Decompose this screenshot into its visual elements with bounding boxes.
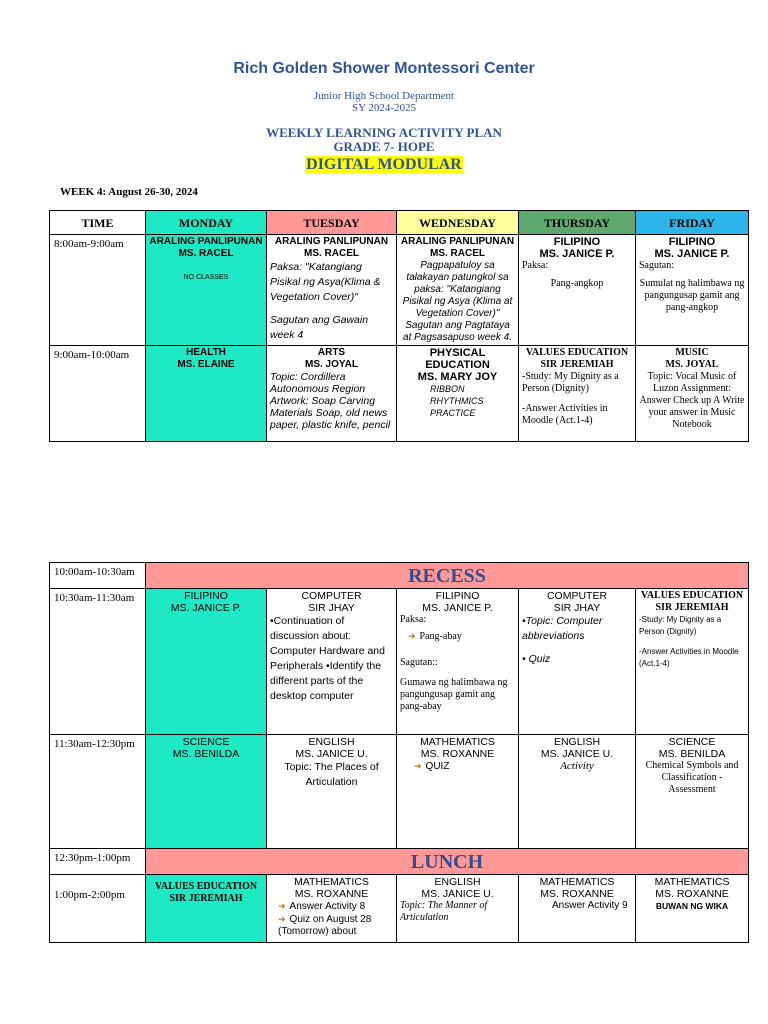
wednesday-header: WEDNESDAY [397,211,519,235]
subject: MATHEMATICS [294,876,369,888]
teacher: MS. JANICE P. [539,248,615,260]
teacher: MS. BENILDA [172,748,240,760]
teacher: MS. ROXANNE [294,888,369,900]
teacher: MS. JANICE U. [295,748,368,760]
wednesday-cell [397,735,519,849]
wednesday-cell [397,235,519,346]
label: Paksa: [400,614,427,625]
subject: FILIPINO [184,590,228,602]
thursday-cell [519,346,636,442]
activity-text: • Quiz [522,653,551,665]
activity-text: Topic: The Manner of Articulation [400,900,488,923]
subject: SCIENCE [668,736,716,748]
activity-text: Sumulat ng halimbawa ng pangungusap gamit ang pang-angkop [639,278,745,313]
thursday-cell [519,875,636,943]
subject: MATHEMATICS [420,736,495,748]
teacher: MS. ROXANNE [655,888,729,900]
day-header-row [50,211,749,235]
activity-text: Answer Activity 9 [552,900,628,911]
label: Paksa: [522,260,549,271]
teacher: MS. ROXANNE [540,888,614,900]
plan-title-block [0,126,768,154]
subject: VALUES EDUCATION [640,590,744,601]
note: NO CLASSES [183,274,229,281]
subject: MATHEMATICS [654,876,730,888]
recess-label: RECESS [146,563,749,589]
monday-cell [146,235,267,346]
teacher: MS. JANICE U. [421,888,494,900]
department-block [0,90,768,114]
label: Sagutan:: [400,657,438,668]
monday-cell [146,589,267,735]
bullet-text: Quiz on August 28 (Tomorrow) about [278,914,372,937]
subject: PHYSICAL EDUCATION [425,347,490,371]
recess-row [50,563,749,589]
activity-text: Pagpapatuloy sa talakayan patungkol sa paksa: "Katangiang Pisikal ng Asya (Klima at Vegetation Cover)" Sagutan ang Pagtataya at Pagsasapuso week 4. [402,260,513,343]
activity-text: -Answer Activities in Moodle (Act.1-4) [522,403,608,426]
activity-text: BUWAN NG WIKA [655,901,729,911]
time-cell: 11:30am-12:30pm [50,735,146,849]
activity-text: •Continuation of discussion about: Computer Hardware and Peripherals •Identify the different parts of the desktop computer [270,615,385,702]
teacher: MS. RACEL [430,248,485,259]
teacher: SIR JEREMIAH [169,893,243,904]
bullet-item [400,630,515,643]
subject: ENGLISH [553,736,601,748]
teacher: MS. MARY JOY [417,371,498,383]
teacher: SIR JHAY [553,602,601,614]
lunch-row [50,849,749,875]
subject: SCIENCE [182,736,230,748]
arrow-bullet-icon: ➜ [408,631,416,641]
time-cell: 1:00pm-2:00pm [50,875,146,943]
lunch-label: LUNCH [146,849,749,875]
table-row [50,589,749,735]
subject: FILIPINO [553,236,601,248]
bullet-text: Answer Activity 8 [289,901,366,912]
tuesday-cell [267,589,397,735]
activity-text: Topic: Vocal Music of Luzon Assignment: Answer Check up A Write your answer in Music Notebook [639,371,745,430]
time-cell: 10:00am-10:30am [50,563,146,589]
teacher: MS. JANICE P. [422,602,493,614]
thursday-cell [519,735,636,849]
wednesday-cell [397,875,519,943]
tuesday-cell [267,346,397,442]
teacher: MS. ELAINE [177,359,235,370]
bullet-item [270,913,393,938]
subject: ENGLISH [434,876,481,888]
teacher: MS. JANICE P. [654,248,730,260]
arrow-bullet-icon: ➜ [278,914,286,924]
friday-cell [636,235,749,346]
subject: ARALING PANLIPUNAN [149,236,263,247]
activity-text: Paksa: "Katangiang Pisikal ng Asya(Klima & Vegetation Cover)" [270,261,381,303]
subject: FILIPINO [668,236,716,248]
subject: ARALING PANLIPUNAN [274,236,389,247]
table-row [50,346,749,442]
table-row [50,235,749,346]
table-row [50,875,749,943]
subject: HEALTH [186,347,226,358]
friday-cell [636,735,749,849]
wednesday-cell [397,589,519,735]
subject: FILIPINO [435,590,480,602]
modality-label: DIGITAL MODULAR [306,156,462,173]
modality-block [0,156,768,174]
time-cell: 10:30am-11:30am [50,589,146,735]
friday-cell [636,875,749,943]
time-cell: 12:30pm-1:00pm [50,849,146,875]
activity-text: Activity [560,760,594,772]
schedule-table-bottom [49,562,749,943]
activity-text: Chemical Symbols and Classification - Assessment [645,760,739,795]
subject: COMPUTER [546,590,608,602]
teacher: MS. ROXANNE [420,748,495,760]
activity-text: Topic: Cordillera Autonomous Region Artwork: Soap Carving Materials Soap, old news paper, plastic knife, pencil [270,371,391,431]
teacher: SIR JHAY [308,602,355,614]
table-row [50,735,749,849]
subject: ARTS [317,347,346,358]
school-year: SY 2024-2025 [351,102,417,114]
teacher: MS. JOYAL [665,359,719,370]
activity-text: -Answer Activities in Moodle (Act.1-4) [639,647,739,668]
plan-title: WEEKLY LEARNING ACTIVITY PLAN [266,125,502,140]
arrow-bullet-icon: ➜ [278,901,286,911]
monday-cell [146,875,267,943]
friday-cell [636,589,749,735]
schedule-table-top [49,210,749,442]
activity-text: -Study: My Dignity as a Person (Dignity) [639,615,722,636]
thursday-cell [519,589,636,735]
subject: MATHEMATICS [539,876,615,888]
grade-section: GRADE 7- HOPE [333,139,435,154]
arrow-bullet-icon: ➜ [414,761,422,771]
tuesday-cell [267,875,397,943]
bullet-item [400,760,515,773]
subject: COMPUTER [301,590,362,602]
school-name: Rich Golden Shower Montessori Center [233,60,535,77]
bullet-item [270,900,393,913]
teacher: MS. JANICE U. [540,748,614,760]
teacher: SIR JEREMIAH [655,602,729,613]
activity-text: Topic: The Places of Articulation [284,761,379,788]
friday-cell [636,346,749,442]
subject: VALUES EDUCATION [525,347,629,358]
teacher: MS. BENILDA [658,748,726,760]
activity-text: -Study: My Dignity as a Person (Dignity) [522,371,619,394]
subject: ENGLISH [308,736,355,748]
thursday-cell [519,235,636,346]
teacher: MS. JOYAL [305,359,358,370]
friday-header: FRIDAY [636,211,749,235]
activity-text: Gumawa ng halimbawa ng pangungusap gamit ang pang-abay [400,677,508,712]
week-label: WEEK 4: August 26-30, 2024 [60,186,198,198]
bullet-text: Pang-abay [419,631,462,642]
teacher: MS. RACEL [178,248,234,259]
subject: ARALING PANLIPUNAN [400,236,515,247]
teacher: SIR JEREMIAH [540,359,614,370]
subject: MUSIC [675,347,709,358]
tuesday-cell [267,235,397,346]
teacher: MS. RACEL [304,248,359,259]
teacher: MS. JANICE P. [170,602,242,614]
activity-text: RIBBON RHYTHMICS PRACTICE [430,384,484,418]
time-header: TIME [50,211,146,235]
activity-text: Pang-angkop [550,278,604,289]
time-cell: 8:00am-9:00am [50,235,146,346]
bullet-text: QUIZ [425,761,450,772]
time-cell: 9:00am-10:00am [50,346,146,442]
wednesday-cell [397,346,519,442]
activity-text: •Topic: Computer abbreviations [522,615,603,642]
subject: VALUES EDUCATION [154,881,258,892]
tuesday-header: TUESDAY [267,211,397,235]
label: Sagutan: [639,260,674,271]
monday-header: MONDAY [146,211,267,235]
thursday-header: THURSDAY [519,211,636,235]
activity-text: Sagutan ang Gawain week 4 [270,314,369,341]
monday-cell [146,735,267,849]
tuesday-cell [267,735,397,849]
monday-cell [146,346,267,442]
department: Junior High School Department [313,90,455,102]
